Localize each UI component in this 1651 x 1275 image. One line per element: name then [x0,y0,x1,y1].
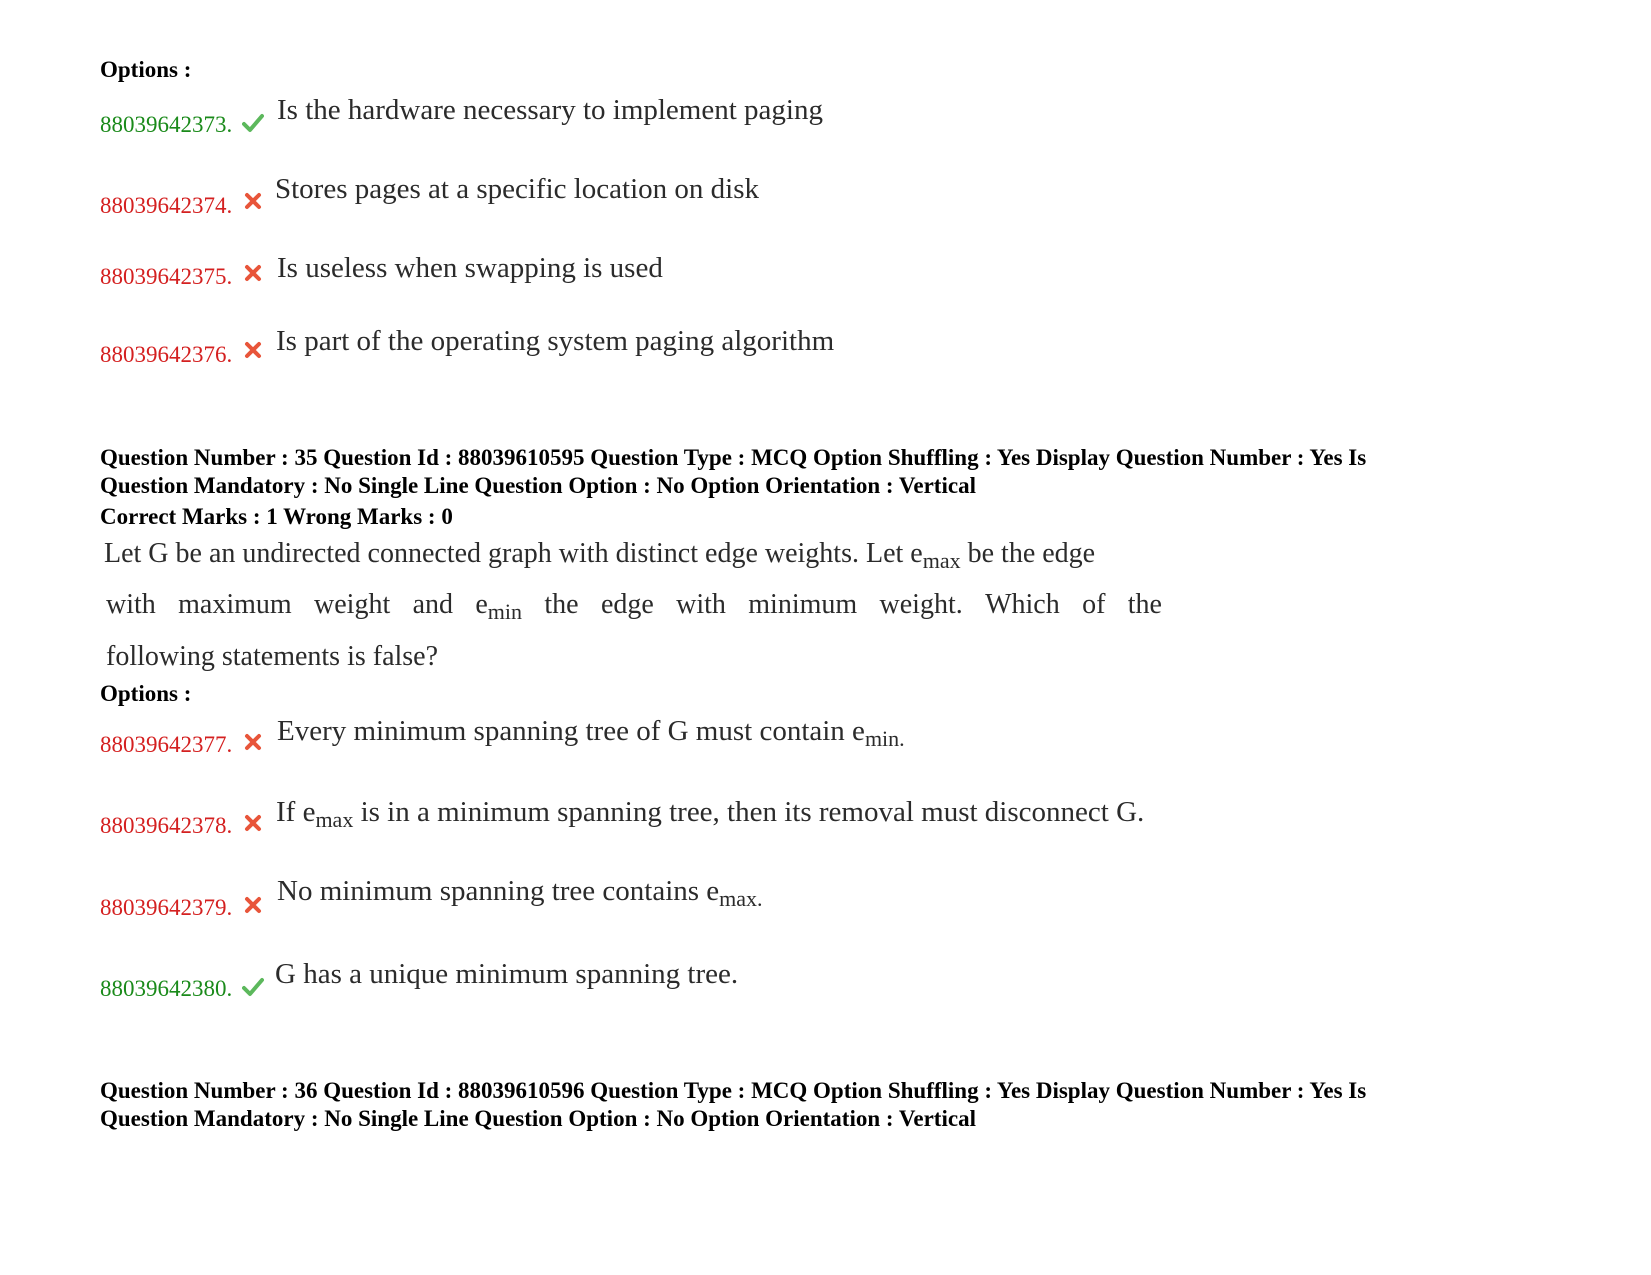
question-35-meta [100,444,1540,500]
question-line-1 [104,538,1096,573]
cross-icon [242,894,264,916]
option-text [277,715,905,751]
options-heading: Options : [100,57,192,82]
question-text: be the edge [960,538,1096,569]
word-base: e [475,589,488,620]
option-id: 88039642376. [100,342,233,367]
word: of [1082,589,1106,620]
meta-line-2: Question Mandatory : No Single Line Question Option : No Option Orientation : Vertical [100,1106,976,1131]
option-id: 88039642378. [100,813,233,838]
cross-icon [242,812,264,834]
meta-line-1: Question Number : 36 Question Id : 88039610596 Question Type : MCQ Option Shuffling : Yes Display Question Number : Yes Is [100,1078,1367,1103]
check-icon [242,112,264,134]
meta-line-1: Question Number : 35 Question Id : 88039610595 Question Type : MCQ Option Shuffling : Yes Display Question Number : Yes Is [100,445,1367,470]
option-text: Is part of the operating system paging algorithm [276,325,835,357]
option-id: 88039642380. [100,976,233,1001]
cross-icon [242,731,264,753]
subscript: max [922,548,961,573]
subscript: min. [864,726,905,751]
question-36-meta [100,1077,1540,1133]
option-text: Is useless when swapping is used [277,252,663,284]
word: maximum [178,589,292,620]
option-id: 88039642373. [100,112,233,137]
option-id: 88039642379. [100,895,233,920]
option-text: Is the hardware necessary to implement paging [277,94,823,126]
option-text [276,796,1145,832]
option-id: 88039642375. [100,264,233,289]
cross-icon [242,190,264,212]
word: and [412,589,454,620]
question-line-2 [106,589,1162,624]
option-id: 88039642374. [100,193,233,218]
word: with [106,589,156,620]
word [475,589,523,624]
marks-line: Correct Marks : 1 Wrong Marks : 0 [100,504,453,529]
question-text: Let G be an undirected connected graph with distinct edge weights. Let e [104,538,923,569]
option-text-main: No minimum spanning tree contains e [277,875,720,907]
option-text-main: Every minimum spanning tree of G must contain e [277,715,865,747]
word: the [1127,589,1162,620]
option-text-main: G has a unique minimum spanning tree. [275,958,739,990]
word: weight [314,589,391,620]
meta-line-2: Question Mandatory : No Single Line Question Option : No Option Orientation : Vertical [100,473,976,498]
word: edge [600,589,654,620]
word: the [544,589,579,620]
option-text [275,958,738,991]
option-text [277,875,763,911]
word: weight. [879,589,963,620]
cross-icon [242,339,264,361]
cross-icon [242,262,264,284]
question-line-3: following statements is false? [106,641,439,672]
word: with [676,589,726,620]
option-text-tail: is in a minimum spanning tree, then its removal must disconnect G. [353,796,1145,828]
subscript: max. [719,886,763,911]
check-icon [242,976,264,998]
option-text: Stores pages at a specific location on disk [275,173,760,205]
subscript: max [315,807,354,832]
option-id: 88039642377. [100,732,233,757]
subscript: min [487,599,523,624]
word: minimum [748,589,858,620]
option-text-main: If e [276,796,316,828]
word: Which [985,589,1060,620]
options-heading: Options : [100,681,192,706]
